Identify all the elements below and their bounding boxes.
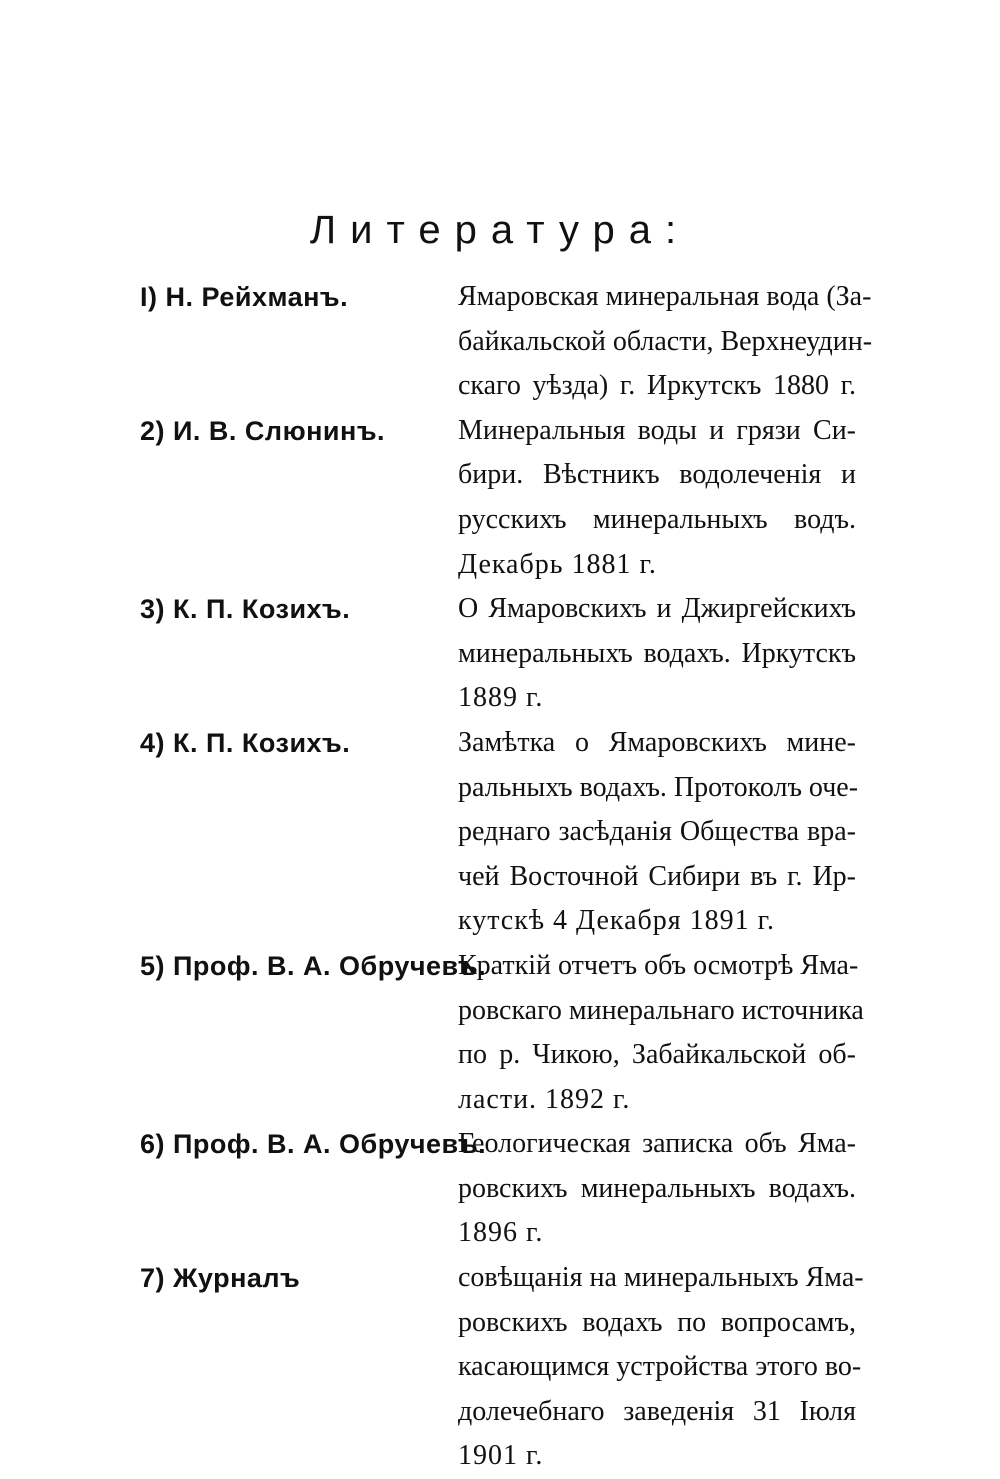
entry-description bbox=[458, 587, 856, 721]
description-line: бири. Вѣстникъ водолеченія и bbox=[458, 459, 856, 491]
description-line: русскихъ минеральныхъ водъ. bbox=[458, 503, 856, 535]
description-line: 1901 г. bbox=[458, 1440, 544, 1472]
page-title: Литература: bbox=[309, 208, 691, 252]
bibliography-entry bbox=[140, 944, 870, 1122]
description-line: Минеральныя воды и грязи Си- bbox=[458, 414, 856, 446]
description-line: касающимся устройства этого во- bbox=[458, 1351, 862, 1383]
description-line: 1889 г. bbox=[458, 682, 544, 714]
bibliography-entry bbox=[140, 409, 870, 587]
entry-description bbox=[458, 275, 873, 409]
entry-description bbox=[458, 1122, 856, 1256]
description-line: Декабрь 1881 г. bbox=[458, 548, 657, 580]
description-line: ровскихъ водахъ по вопросамъ, bbox=[458, 1306, 856, 1338]
entry-author: 2) И. В. Слюнинъ. bbox=[140, 415, 386, 446]
entry-description bbox=[458, 409, 856, 587]
description-line: Замѣтка о Ямаровскихъ мине- bbox=[458, 726, 856, 758]
description-line: долечебнаго заведенія 31 Іюля bbox=[458, 1395, 856, 1427]
description-line: Краткій отчетъ объ осмотрѣ Яма- bbox=[458, 949, 859, 981]
entry-author: 4) К. П. Козихъ. bbox=[140, 727, 351, 758]
description-line: ровскихъ минеральныхъ водахъ. bbox=[458, 1172, 856, 1204]
description-line: Геологическая записка объ Яма- bbox=[458, 1128, 856, 1160]
bibliography-list bbox=[140, 275, 873, 1479]
entry-author: 7) Журналъ bbox=[140, 1263, 301, 1294]
description-line: чей Восточной Сибири въ г. Ир- bbox=[458, 860, 856, 892]
description-line: ласти. 1892 г. bbox=[458, 1083, 631, 1115]
bibliography-entry bbox=[140, 275, 873, 409]
entry-author: I) Н. Рейхманъ. bbox=[140, 282, 349, 312]
entry-author: 3) К. П. Козихъ. bbox=[140, 594, 351, 625]
description-line: байкальской области, Верхнеудин- bbox=[458, 325, 873, 357]
description-line: кутскѣ 4 Декабря 1891 г. bbox=[458, 905, 775, 937]
description-line: ровскаго минеральнаго источника bbox=[458, 994, 864, 1026]
description-line: О Ямаровскихъ и Джиргейскихъ bbox=[458, 593, 856, 625]
description-line: Ямаровская минеральная вода (За- bbox=[458, 281, 872, 312]
entry-description bbox=[458, 721, 859, 944]
bibliography-entry bbox=[140, 1122, 870, 1256]
description-line: по р. Чикою, Забайкальской об- bbox=[458, 1039, 856, 1071]
entry-description bbox=[458, 1256, 864, 1479]
entry-author: 6) Проф. В. А. Обручевъ. bbox=[140, 1129, 487, 1160]
bibliography-entry bbox=[140, 587, 870, 721]
description-line: реднаго засѣданія Общества вра- bbox=[458, 816, 856, 848]
description-line: минеральныхъ водахъ. Иркутскъ bbox=[458, 637, 856, 669]
description-line: скаго уѣзда) г. Иркутскъ 1880 г. bbox=[458, 370, 856, 402]
entry-description bbox=[458, 944, 864, 1122]
bibliography-entry bbox=[140, 721, 870, 944]
description-line: совѣщанія на минеральныхъ Яма- bbox=[458, 1262, 864, 1294]
entry-author: 5) Проф. В. А. Обручевъ. bbox=[140, 950, 487, 981]
bibliography-entry bbox=[140, 1256, 870, 1479]
description-line: ральныхъ водахъ. Протоколъ оче- bbox=[458, 771, 859, 803]
description-line: 1896 г. bbox=[458, 1217, 544, 1249]
